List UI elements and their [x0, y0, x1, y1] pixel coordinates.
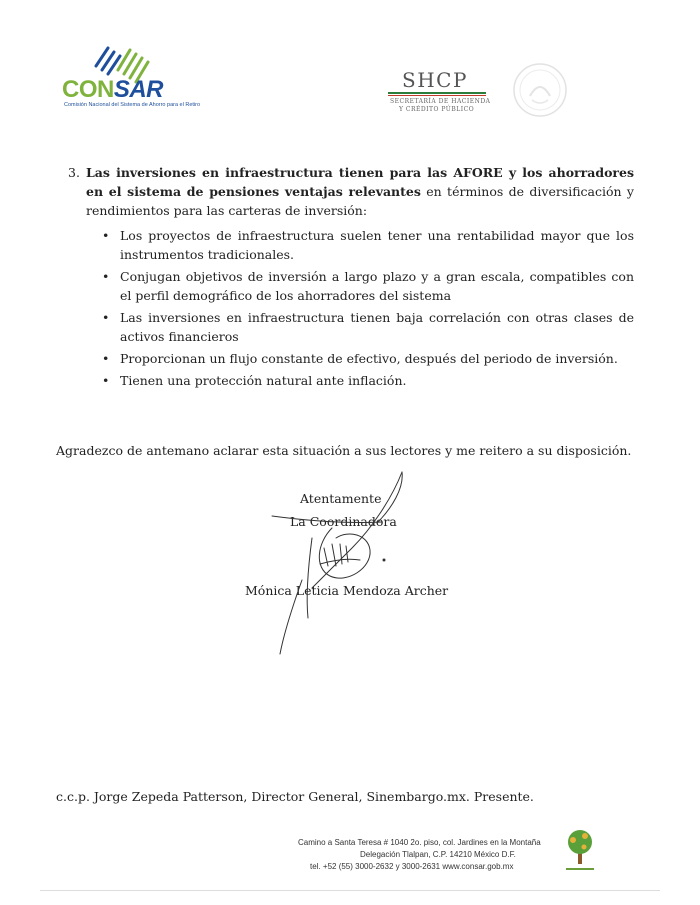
- signature-icon: [252, 468, 432, 658]
- shcp-subtitle-line1: SECRETARÍA DE HACIENDA: [390, 98, 491, 105]
- point-number: 3.: [68, 165, 80, 180]
- signer-name: Mónica Leticia Mendoza Archer: [245, 583, 449, 598]
- footer-address-line1: Camino a Santa Teresa # 1040 2o. piso, col. Jardines en la Montaña: [298, 838, 541, 847]
- shcp-green-rule: [388, 92, 486, 94]
- shcp-red-rule: [388, 95, 486, 96]
- point-3-rest-text: en términos de diversificación y rendimientos para las carteras de inversión:: [86, 184, 634, 218]
- consar-wordmark: CONSAR: [62, 76, 164, 103]
- shcp-subtitle-line2: Y CRÉDITO PÚBLICO: [399, 106, 475, 113]
- point-3-paragraph: [68, 163, 634, 220]
- list-item: • Conjugan objetivos de inversión a largo plazo y a gran escala, compatibles con el perfil demográfico de los ahorradores del sistema: [100, 267, 634, 305]
- ccp-line: c.c.p. Jorge Zepeda Patterson, Director General, Sinembargo.mx. Presente.: [56, 789, 534, 804]
- thanks-paragraph: Agradezco de antemano aclarar esta situación a sus lectores y me reitero a su disposición.: [56, 443, 632, 458]
- list-item: • Tienen una protección natural ante inflación.: [100, 371, 634, 390]
- bullet-list: [100, 226, 634, 393]
- closing-salutation: Atentamente: [300, 491, 382, 506]
- list-item: • Las inversiones en infraestructura tienen baja correlación con otras clases de activos financieros: [100, 308, 634, 346]
- tree-logo-icon: [560, 824, 600, 874]
- consar-subtitle: Comisión Nacional del Sistema de Ahorro para el Retiro: [64, 102, 201, 108]
- list-item: • Los proyectos de infraestructura suelen tener una rentabilidad mayor que los instrumentos tradicionales.: [100, 226, 634, 264]
- mexico-seal-icon: [512, 62, 568, 118]
- footer-contact-line: tel. +52 (55) 3000-2632 y 3000-2631 www.consar.gob.mx: [310, 862, 514, 871]
- shcp-title: SHCP: [402, 68, 468, 92]
- footer-divider: [40, 890, 660, 891]
- footer-address-line2: Delegación Tlalpan, C.P. 14210 México D.F.: [360, 850, 516, 859]
- list-item: • Proporcionan un flujo constante de efectivo, después del periodo de inversión.: [100, 349, 634, 368]
- closing-role: La Coordinadora: [290, 514, 397, 529]
- point-3-bold-text: Las inversiones en infraestructura tienen para las AFORE y los ahorradores en el sistema de pensiones ventajas relevantes: [86, 165, 634, 199]
